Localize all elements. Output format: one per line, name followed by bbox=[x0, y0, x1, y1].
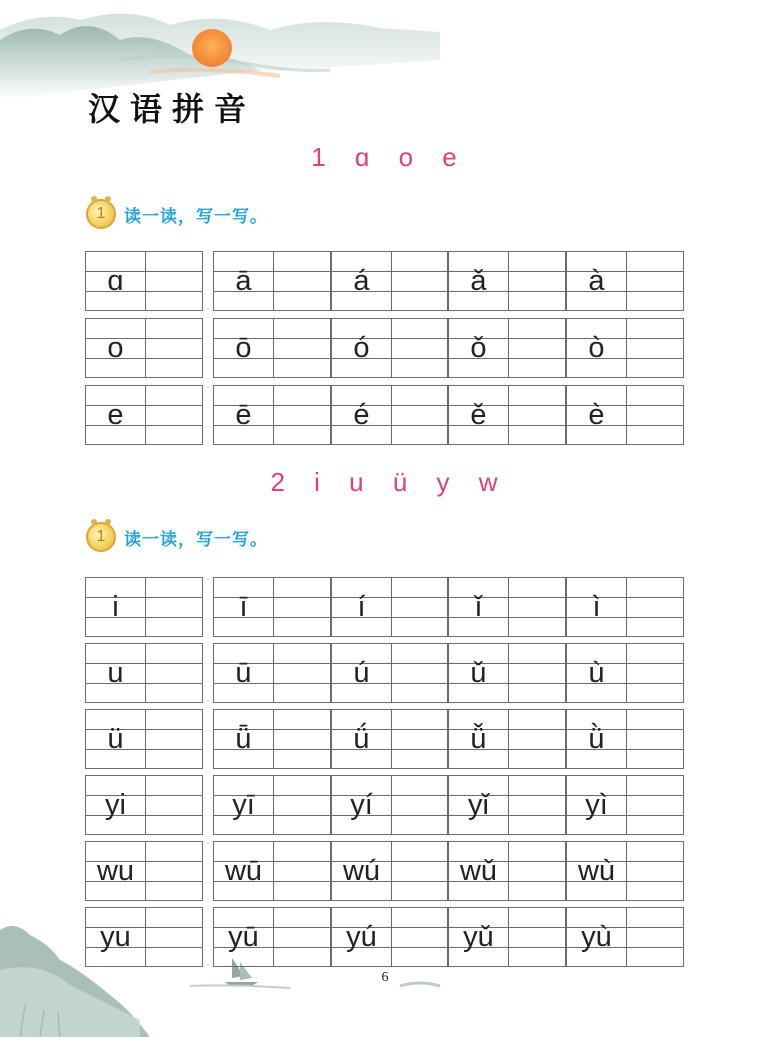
base-syllable-box bbox=[85, 385, 203, 445]
tone-syllable-box bbox=[331, 643, 448, 703]
tone-syllable-box bbox=[331, 318, 448, 378]
tone-syllable-box bbox=[448, 385, 566, 445]
tone-syllable-box bbox=[448, 709, 566, 769]
base-syllable-box bbox=[85, 907, 203, 967]
tone-syllable-box bbox=[213, 841, 331, 901]
clock-number-badge-icon: 1 bbox=[86, 199, 116, 229]
pinyin-syllable: ǜ bbox=[588, 723, 605, 755]
lesson-title: 1 ɑ o e bbox=[311, 142, 459, 172]
base-syllable-box bbox=[85, 251, 203, 311]
pinyin-syllable: i bbox=[112, 591, 119, 623]
tone-syllable-box bbox=[566, 643, 684, 703]
tone-syllable-box bbox=[448, 643, 566, 703]
base-syllable-box bbox=[85, 841, 203, 901]
tone-syllable-box bbox=[448, 251, 566, 311]
pinyin-syllable: ò bbox=[588, 332, 605, 364]
tone-syllable-box bbox=[448, 577, 566, 637]
page-title: 汉语拼音 bbox=[88, 90, 257, 128]
pinyin-syllable: ā bbox=[235, 265, 252, 297]
tone-syllable-box bbox=[448, 841, 566, 901]
base-syllable-box bbox=[85, 577, 203, 637]
pinyin-syllable: ě bbox=[470, 399, 487, 431]
tone-syllable-box bbox=[213, 907, 331, 967]
pinyin-syllable: ē bbox=[235, 399, 252, 431]
instruction-text: 读一读，写一写。 bbox=[124, 206, 268, 227]
pinyin-syllable: wǔ bbox=[459, 855, 498, 887]
instruction-text: 读一读，写一写。 bbox=[124, 529, 268, 550]
tone-syllable-box bbox=[448, 318, 566, 378]
tone-syllable-box bbox=[331, 907, 448, 967]
pinyin-syllable: é bbox=[353, 399, 370, 431]
pinyin-syllable: e bbox=[107, 399, 124, 431]
pinyin-syllable: yù bbox=[581, 921, 612, 953]
tone-syllable-box bbox=[331, 577, 448, 637]
pinyin-syllable: u bbox=[107, 657, 124, 689]
tone-syllable-box bbox=[566, 775, 684, 835]
tone-syllable-box bbox=[566, 318, 684, 378]
instruction-row bbox=[86, 196, 268, 232]
tone-syllable-box bbox=[213, 643, 331, 703]
pinyin-syllable: o bbox=[107, 332, 124, 364]
tone-syllable-box bbox=[566, 385, 684, 445]
pinyin-syllable: yú bbox=[346, 921, 377, 953]
base-syllable-box bbox=[85, 643, 203, 703]
pinyin-syllable: ǘ bbox=[353, 723, 370, 755]
pinyin-syllable: è bbox=[588, 399, 605, 431]
clock-number-badge-icon: 1 bbox=[86, 522, 116, 552]
sun-icon bbox=[192, 29, 232, 67]
tone-syllable-box bbox=[213, 709, 331, 769]
tone-syllable-box bbox=[566, 709, 684, 769]
tone-syllable-box bbox=[448, 907, 566, 967]
pinyin-syllable: yi bbox=[105, 789, 126, 821]
lesson-title: 2 i u ü y w bbox=[270, 467, 500, 497]
pinyin-syllable: ó bbox=[353, 332, 370, 364]
pinyin-syllable: ü bbox=[107, 723, 124, 755]
pinyin-syllable: ǔ bbox=[470, 657, 487, 689]
tone-syllable-box bbox=[566, 251, 684, 311]
pinyin-syllable: ǚ bbox=[470, 723, 487, 755]
base-syllable-box bbox=[85, 709, 203, 769]
page-number: 6 bbox=[381, 970, 389, 985]
pinyin-syllable: ɑ bbox=[107, 265, 124, 297]
tone-syllable-box bbox=[566, 841, 684, 901]
tone-syllable-box bbox=[331, 775, 448, 835]
tone-syllable-box bbox=[331, 251, 448, 311]
pinyin-syllable: ì bbox=[592, 591, 601, 623]
pinyin-syllable: wú bbox=[342, 855, 381, 887]
tone-syllable-box bbox=[213, 577, 331, 637]
tone-syllable-box bbox=[566, 577, 684, 637]
pinyin-syllable: í bbox=[357, 591, 366, 623]
instruction-row bbox=[86, 519, 268, 555]
tone-syllable-box bbox=[213, 385, 331, 445]
pinyin-syllable: yū bbox=[228, 921, 259, 953]
pinyin-syllable: ú bbox=[353, 657, 370, 689]
pinyin-syllable: ǖ bbox=[235, 723, 252, 755]
base-syllable-box bbox=[85, 318, 203, 378]
pinyin-syllable: ǐ bbox=[475, 591, 482, 623]
pinyin-syllable: ū bbox=[235, 657, 252, 689]
pinyin-syllable: wu bbox=[96, 855, 135, 887]
pinyin-syllable: yī bbox=[232, 789, 255, 821]
tone-syllable-box bbox=[566, 907, 684, 967]
tone-syllable-box bbox=[213, 251, 331, 311]
tone-syllable-box bbox=[331, 385, 448, 445]
base-syllable-box bbox=[85, 775, 203, 835]
pinyin-syllable: á bbox=[353, 265, 370, 297]
pinyin-syllable: yǔ bbox=[463, 921, 494, 953]
pinyin-syllable: wū bbox=[224, 855, 263, 887]
pinyin-syllable: ī bbox=[239, 591, 248, 623]
pinyin-syllable: wù bbox=[577, 855, 616, 887]
pinyin-syllable: ù bbox=[588, 657, 605, 689]
tone-syllable-box bbox=[448, 775, 566, 835]
tone-syllable-box bbox=[213, 318, 331, 378]
pinyin-syllable: yí bbox=[350, 789, 373, 821]
pinyin-syllable: ǒ bbox=[470, 332, 487, 364]
tone-syllable-box bbox=[331, 709, 448, 769]
tone-syllable-box bbox=[331, 841, 448, 901]
pinyin-syllable: à bbox=[588, 265, 605, 297]
pinyin-syllable: yǐ bbox=[468, 789, 489, 821]
pinyin-syllable: yì bbox=[585, 789, 608, 821]
pinyin-syllable: ǎ bbox=[470, 265, 487, 297]
pinyin-syllable: yu bbox=[100, 921, 131, 953]
tone-syllable-box bbox=[213, 775, 331, 835]
pinyin-syllable: ō bbox=[235, 332, 252, 364]
